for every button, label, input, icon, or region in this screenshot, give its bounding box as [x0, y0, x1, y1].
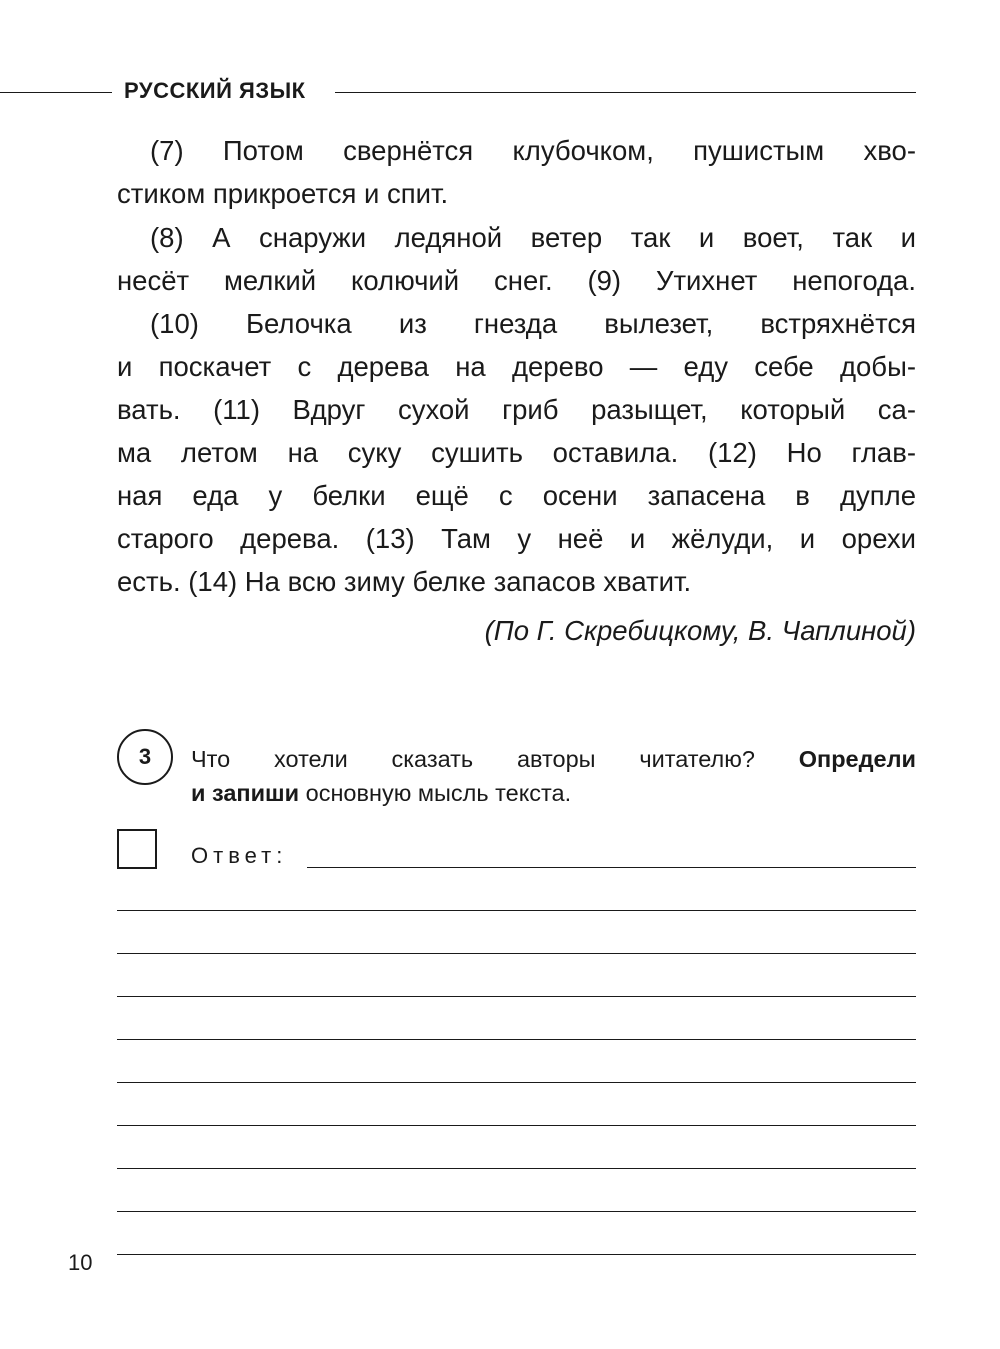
text-line: (7) Потом свернётся клубочком, пушистым хво-: [150, 135, 916, 166]
page-number: 10: [68, 1250, 93, 1275]
answer-line[interactable]: [117, 996, 916, 997]
task-question-emphasis: и запиши: [191, 780, 300, 806]
task-question-emphasis: Определи: [798, 746, 916, 772]
text-line: несёт мелкий колючий снег. (9) Утихнет непогода.: [117, 265, 916, 296]
answer-line[interactable]: [117, 1211, 916, 1212]
answer-line[interactable]: [117, 1254, 916, 1255]
task-number-badge: [117, 729, 173, 785]
text-line: (10) Белочка из гнезда вылезет, встряхнётся: [150, 308, 916, 339]
answer-line[interactable]: [117, 1168, 916, 1169]
task-question-text: Что хотели сказать авторы читателю?: [191, 746, 755, 772]
header-rule-right: [335, 92, 916, 93]
text-attribution: (По Г. Скребицкому, В. Чаплиной): [484, 615, 916, 646]
answer-line[interactable]: [117, 1082, 916, 1083]
task-question-text: основную мысль текста.: [305, 780, 572, 806]
task-question-line-1: [191, 744, 916, 774]
text-line: вать. (11) Вдруг сухой гриб разыщет, который са-: [117, 394, 916, 425]
score-box[interactable]: [117, 829, 157, 869]
answer-line[interactable]: [117, 910, 916, 911]
text-line: ная еда у белки ещё с осени запасена в дупле: [117, 480, 916, 511]
answer-line[interactable]: [117, 1039, 916, 1040]
text-line: стиком прикроется и спит.: [117, 178, 449, 209]
task-number: 3: [138, 744, 152, 769]
header-rule-left: [0, 92, 112, 93]
text-line: старого дерева. (13) Там у неё и жёлуди, и орехи: [117, 523, 916, 554]
subject-title: РУССКИЙ ЯЗЫК: [124, 78, 306, 103]
answer-label: Ответ:: [191, 843, 288, 868]
text-line: и поскачет с дерева на дерево — еду себе добы-: [117, 351, 916, 382]
text-line: ма летом на суку сушить оставила. (12) Но глав-: [117, 437, 916, 468]
answer-line[interactable]: [117, 953, 916, 954]
task-question-line-2: [191, 778, 916, 808]
answer-line[interactable]: [307, 867, 916, 868]
answer-line[interactable]: [117, 1125, 916, 1126]
text-line: (8) А снаружи ледяной ветер так и воет, так и: [150, 222, 916, 253]
text-line: есть. (14) На всю зиму белке запасов хватит.: [117, 566, 692, 597]
